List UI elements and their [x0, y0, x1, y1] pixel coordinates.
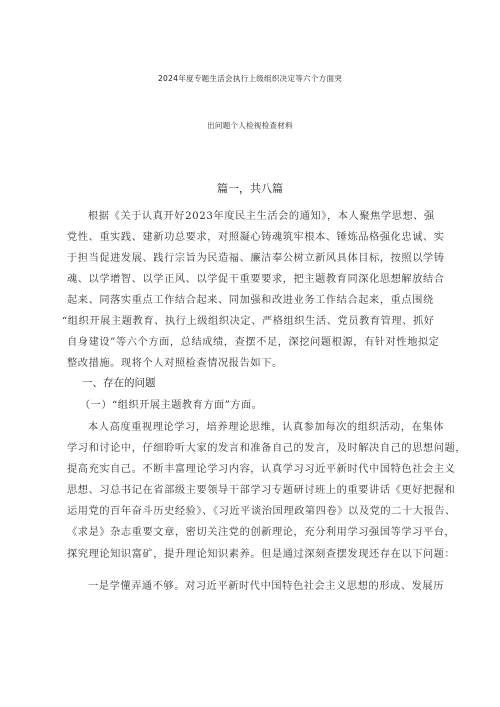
intro-line: 魂、以学增智、以学正风、以学促干重要要求，把主题教育同深化思想解放结合	[67, 274, 445, 285]
intro-line: “组织开展主题教育、执行上级组织决定、严格组织生活、党员教育管理、抓好	[62, 316, 435, 327]
intro-line: 党性、重实践、建新功总要求，对照凝心铸魂筑牢根本、锤炼品格强化忠诚、实	[67, 232, 445, 243]
body-line: 提高充实自己。不断丰富理论学习内容，认真学习习近平新时代中国特色社会主义	[67, 464, 456, 475]
body-line: 本人高度重视理论学习，培养理论思维，认真参加每次的组织活动，在集体	[88, 422, 444, 433]
intro-line: 整改措施。现将个人对照检查情况报告如下。	[67, 358, 283, 369]
intro-line: 起来、同落实重点工作结合起来、同加强和改进业务工作结合起来，重点围绕	[67, 295, 434, 306]
body-line: 探究理论知识富矿，提升理论知识素养。但是通过深刻查摆发现还存在以下问题：	[67, 549, 456, 560]
body-line: 运用党的百年奋斗历史经验》、《习近平谈治国理政第四卷》以及党的二十大报告、	[67, 506, 456, 517]
document-title-line-2: 出问题个人检视检查材料	[207, 121, 293, 130]
intro-line: 于担当促进发展、践行宗旨为民造福、廉洁奉公树立新风具体目标，按照以学铸	[67, 253, 445, 264]
body-line: 《求是》杂志重要文章，密切关注党的创新理论，充分利用学习强国等学习平台，	[67, 527, 456, 538]
section-heading: 一、存在的问题	[82, 377, 156, 389]
body-line: 学习和讨论中，仔细聆听大家的发言和准备自己的发言，及时解决自己的思想问题，	[67, 443, 467, 454]
body-line: 一是学懂弄通不够。对习近平新时代中国特色社会主义思想的形成、发展历	[88, 581, 444, 592]
intro-line: 自身建设”等六个方面，总结成绩，查摆不足，深挖问题根源，有针对性地拟定	[67, 337, 440, 348]
section-subheading: （一）“组织开展主题教育方面”方面。	[80, 400, 263, 411]
document-title-line-1: 2024年度专题生活会执行上级组织决定等六个方面突	[157, 74, 343, 83]
intro-line: 根据《关于认真开好2023年度民主生活会的通知》，本人聚焦学思想、强	[88, 211, 435, 222]
document-subtitle: 篇一，共八篇	[217, 182, 283, 195]
body-line: 思想、习总书记在省部级主要领导干部学习专题研讨班上的重要讲话《更好把握和	[67, 485, 456, 496]
